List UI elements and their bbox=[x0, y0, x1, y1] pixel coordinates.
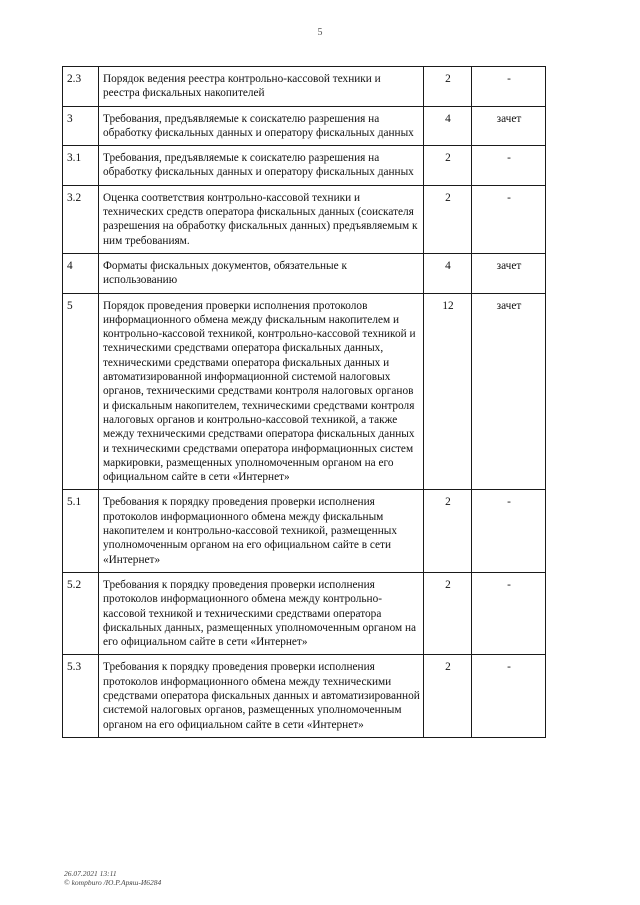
table-row bbox=[63, 490, 546, 572]
row-hours: 2 bbox=[424, 146, 472, 186]
row-topic: Оценка соответствия контрольно-кассовой техники и технических средств оператора фискальных данных (соискателя разрешения на обработку фискальных данных) предъявляемым к ним требованиям. bbox=[99, 185, 424, 253]
footer-user-stamp: © kompburo /Ю.Р.Аряш-И6284 bbox=[64, 878, 162, 887]
row-topic: Порядок проведения проверки исполнения протоколов информационного обмена между фискальным накопителем и контрольно-кассовой техникой, контрольно-кассовой техникой и техническими средствами оператора фискальных данных, техническими средствами оператора фискальных данных и автоматизированной информационной системой налоговых органов, техническими средствами контроля налоговых органов и фискальным накопителем, техническими средствами контроля налоговых органов и контрольно-кассовой техникой, а также между техническими средствами оператора фискальных данных и техническими средствами оператора информационных систем маркировки, размещенных уполномоченным органом на его официальном сайте в сети «Интернет» bbox=[99, 293, 424, 490]
row-hours: 2 bbox=[424, 655, 472, 737]
row-topic: Порядок ведения реестра контрольно-кассовой техники и реестра фискальных накопителей bbox=[99, 67, 424, 107]
row-hours: 2 bbox=[424, 572, 472, 654]
row-number: 3.1 bbox=[63, 146, 99, 186]
curriculum-table bbox=[62, 66, 546, 738]
row-attestation: - bbox=[472, 490, 546, 572]
row-number: 5.2 bbox=[63, 572, 99, 654]
row-hours: 2 bbox=[424, 185, 472, 253]
row-topic: Требования, предъявляемые к соискателю разрешения на обработку фискальных данных и оператору фискальных данных bbox=[99, 146, 424, 186]
row-number: 3 bbox=[63, 106, 99, 146]
row-number: 5 bbox=[63, 293, 99, 490]
row-attestation: - bbox=[472, 572, 546, 654]
table-row bbox=[63, 67, 546, 107]
row-attestation: - bbox=[472, 146, 546, 186]
row-hours: 4 bbox=[424, 106, 472, 146]
row-attestation: зачет bbox=[472, 253, 546, 293]
table-row bbox=[63, 185, 546, 253]
footer-timestamp: 26.07.2021 13:11 bbox=[64, 869, 117, 878]
table-row bbox=[63, 655, 546, 737]
page-number: 5 bbox=[317, 27, 323, 38]
row-number: 4 bbox=[63, 253, 99, 293]
row-number: 3.2 bbox=[63, 185, 99, 253]
table-row bbox=[63, 146, 546, 186]
row-hours: 2 bbox=[424, 67, 472, 107]
table-row bbox=[63, 253, 546, 293]
row-attestation: - bbox=[472, 67, 546, 107]
row-attestation: зачет bbox=[472, 293, 546, 490]
row-hours: 4 bbox=[424, 253, 472, 293]
document-footer bbox=[64, 869, 161, 887]
row-topic: Форматы фискальных документов, обязательные к использованию bbox=[99, 253, 424, 293]
row-hours: 2 bbox=[424, 490, 472, 572]
row-topic: Требования к порядку проведения проверки исполнения протоколов информационного обмена между контрольно-кассовой техникой и техническими средствами оператора фискальных данных, размещенных уполномоченным органом на его официальном сайте в сети «Интернет» bbox=[99, 572, 424, 654]
row-hours: 12 bbox=[424, 293, 472, 490]
row-topic: Требования к порядку проведения проверки исполнения протоколов информационного обмена между фискальным накопителем и контрольно-кассовой техникой, размещенных уполномоченным органом на его официальном сайте в сети «Интернет» bbox=[99, 490, 424, 572]
row-topic: Требования, предъявляемые к соискателю разрешения на обработку фискальных данных и оператору фискальных данных bbox=[99, 106, 424, 146]
row-attestation: зачет bbox=[472, 106, 546, 146]
row-number: 2.3 bbox=[63, 67, 99, 107]
row-number: 5.1 bbox=[63, 490, 99, 572]
row-number: 5.3 bbox=[63, 655, 99, 737]
row-attestation: - bbox=[472, 185, 546, 253]
row-attestation: - bbox=[472, 655, 546, 737]
row-topic: Требования к порядку проведения проверки исполнения протоколов информационного обмена между техническими средствами оператора фискальных данных и автоматизированной системой налоговых органов, размещенных уполномоченным органом на его официальном сайте в сети «Интернет» bbox=[99, 655, 424, 737]
table-row bbox=[63, 572, 546, 654]
table-row bbox=[63, 293, 546, 490]
table-row bbox=[63, 106, 546, 146]
